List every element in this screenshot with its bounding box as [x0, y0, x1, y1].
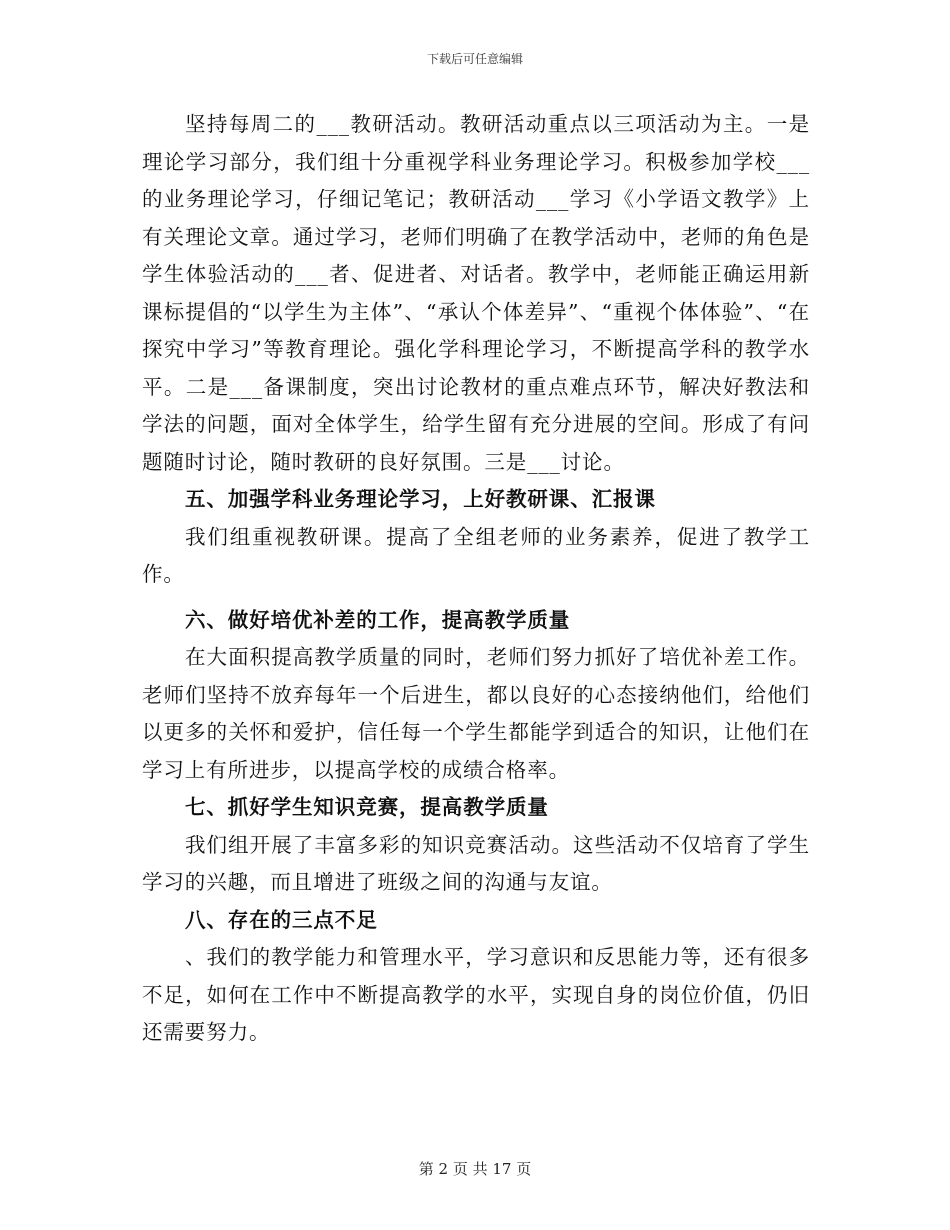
section-heading-6: 六、做好培优补差的工作，提高教学质量: [185, 607, 571, 632]
page-number-footer: 第 2 页 共 17 页: [418, 1160, 532, 1178]
paragraph-teaching-research: 坚持每周二的___教研活动。教研活动重点以三项活动为主。一是理论学习部分，我们组十分重视学科业务理论学习。积极参加学校___的业务理论学习，仔细记笔记；教研活动___学习《小学语文教学》上有关理论文章。通过学习，老师们明确了在教学活动中，老师的角色是学生体验活动的___者、促进者、对话者。教学中，老师能正确运用新课标提倡的“以学生为主体”、“承认个体差异”、“重视个体体验”、“在探究中学习”等教育理论。强化学科理论学习，不断提高学科的教学水平。二是___备课制度，突出讨论教材的重点难点环节，解决好教法和学法的问题，面对全体学生，给学生留有充分进展的空间。形成了有问题随时讨论，随时教研的良好氛围。三是___讨论。: [142, 112, 810, 474]
section-heading-7: 七、抓好学生知识竞赛，提高教学质量: [185, 795, 549, 819]
page-header-note: 下载后可任意编辑: [426, 52, 523, 66]
paragraph-section-6: 在大面积提高教学质量的同时，老师们努力抓好了培优补差工作。老师们坚持不放弃每年一个后进生，都以良好的心态接纳他们，给他们以更多的关怀和爱护，信任每一个学生都能学到适合的知识，让他们在学习上有所进步，以提高学校的成绩合格率。: [142, 645, 810, 782]
section-heading-5: 五、加强学科业务理论学习，上好教研课、汇报课: [185, 487, 656, 511]
paragraph-section-5: 我们组重视教研课。提高了全组老师的业务素养，促进了教学工作。: [142, 524, 810, 586]
section-heading-8: 八、存在的三点不足: [185, 907, 378, 932]
paragraph-section-8: 、我们的教学能力和管理水平，学习意识和反思能力等，还有很多不足，如何在工作中不断提高教学的水平，实现自身的岗位价值，仍旧还需要努力。: [142, 945, 810, 1044]
document-body: [142, 106, 810, 1052]
paragraph-section-7: 我们组开展了丰富多彩的知识竞赛活动。这些活动不仅培育了学生学习的兴趣，而且增进了班级之间的沟通与友谊。: [142, 832, 810, 894]
